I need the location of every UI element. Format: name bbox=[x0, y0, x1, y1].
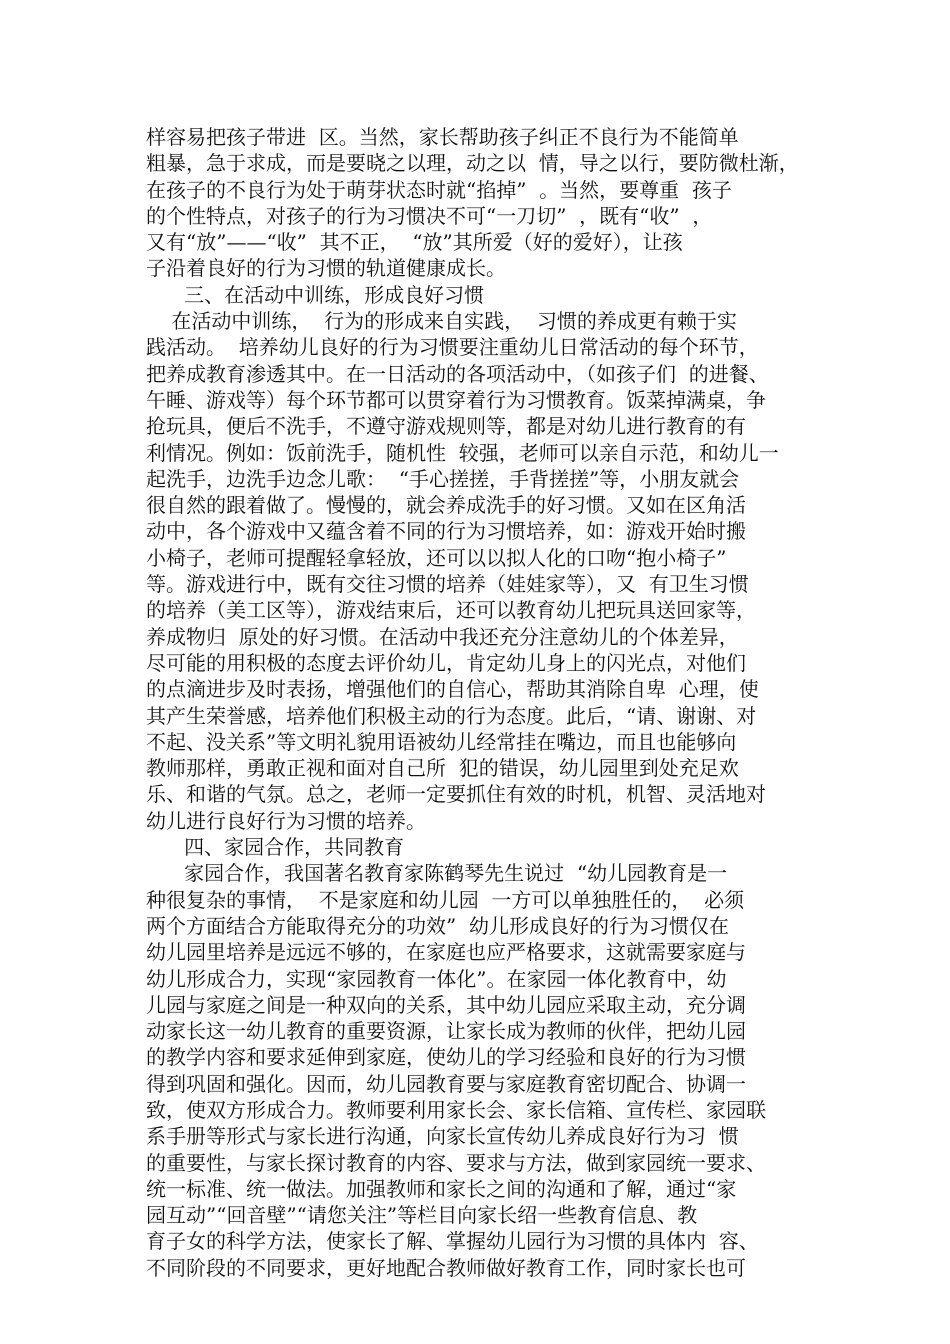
text-line: 尽可能的用积极的态度去评价幼儿，肯定幼儿身上的闪光点，对他们 bbox=[146, 650, 746, 675]
text-line: 的点滴进步及时表扬，增强他们的自信心，帮助其消除自卑 心理，使 bbox=[146, 677, 759, 702]
text-line: 养成物归 原处的好习惯。在活动中我还充分注意幼儿的个体差异， bbox=[146, 624, 739, 649]
text-line: 的个性特点，对孩子的行为习惯决不可“一刀切” ，既有“收” ， bbox=[146, 203, 713, 228]
text-line: 抢玩具，便后不洗手，不遵守游戏规则等，都是对幼儿进行教育的有 bbox=[146, 414, 746, 439]
text-line: 粗暴，急于求成，而是要晓之以理，动之以 情，导之以行，要防微杜渐， bbox=[146, 151, 799, 176]
text-line: 的培养（美工区等），游戏结束后，还可以教育幼儿把玩具送回家等， bbox=[146, 598, 756, 623]
text-line: 不起、没关系”等文明礼貌用语被幼儿经常挂在嘴边，而且也能够向 bbox=[146, 729, 737, 754]
text-line: 系手册等形式与家长进行沟通，向家长宣传幼儿养成良好行为习 惯 bbox=[146, 1124, 739, 1149]
text-line: 的重要性，与家长探讨教育的内容、要求与方法，做到家园统一要求、 bbox=[146, 1150, 766, 1175]
text-line: 动中，各个游戏中又蕴含着不同的行为习惯培养，如：游戏开始时搬 bbox=[146, 519, 746, 544]
text-line: 在孩子的不良行为处于萌芽状态时就“掐掉” 。当然，要尊重 孩子 bbox=[146, 177, 732, 202]
text-line: 午睡、游戏等）每个环节都可以贯穿着行为习惯教育。饭菜掉满桌，争 bbox=[146, 387, 766, 412]
text-line: 幼儿形成合力，实现“家园教育一体化”。在家园一体化教育中，幼 bbox=[146, 966, 727, 991]
text-line: 等。游戏进行中，既有交往习惯的培养（娃娃家等），又 有卫生习惯 bbox=[146, 572, 749, 597]
text-line: 很自然的跟着做了。慢慢的，就会养成洗手的好习惯。又如在区角活 bbox=[146, 493, 746, 518]
document-body bbox=[146, 124, 812, 1281]
text-line: 幼儿进行良好行为习惯的培养。 bbox=[146, 808, 426, 833]
text-line: 两个方面结合方能取得充分的功效” 幼儿形成良好的行为习惯仅在 bbox=[146, 913, 729, 938]
text-line: 的教学内容和要求延伸到家庭，使幼儿的学习经验和良好的行为习惯 bbox=[146, 1045, 746, 1070]
text-line: 家园合作，我国著名教育家陈鹤琴先生说过 “幼儿园教育是一 bbox=[146, 861, 728, 886]
text-line: 利情况。例如：饭前洗手，随机性 较强，老师可以亲自示范，和幼儿一 bbox=[146, 440, 779, 465]
text-line: 统一标准、统一做法。加强教师和家长之间的沟通和了解，通过“家 bbox=[146, 1176, 737, 1201]
text-line: 践活动。 培养幼儿良好的行为习惯要注重幼儿日常活动的每个环节， bbox=[146, 335, 759, 360]
text-line: 小椅子，老师可提醒轻拿轻放，还可以以拟人化的口吻“抱小椅子” bbox=[146, 545, 727, 570]
text-line: 幼儿园里培养是远远不够的，在家庭也应严格要求，这就需要家庭与 bbox=[146, 940, 746, 965]
text-line: 育子女的科学方法，使家长了解、掌握幼儿园行为习惯的具体内 容、 bbox=[146, 1229, 759, 1254]
text-line: 动家长这一幼儿教育的重要资源，让家长成为教师的伙伴，把幼儿园 bbox=[146, 1019, 746, 1044]
text-line: 其产生荣誉感，培养他们积极主动的行为态度。此后，“请、谢谢、对 bbox=[146, 703, 757, 728]
text-line: 在活动中训练， 行为的形成来自实践， 习惯的养成更有赖于实 bbox=[146, 309, 737, 334]
text-line: 得到巩固和强化。因而，幼儿园教育要与家庭教育密切配合、协调一 bbox=[146, 1071, 746, 1096]
text-line: 三、在活动中训练，形成良好习惯 bbox=[146, 282, 485, 307]
text-line: 起洗手，边洗手边念儿歌： “手心搓搓，手背搓搓”等，小朋友就会 bbox=[146, 466, 740, 491]
text-line: 乐、和谐的气氛。总之，老师一定要抓住有效的时机，机智、灵活地对 bbox=[146, 782, 766, 807]
text-line: 园互动”“回音壁”“请您关注”等栏目向家长绍一些教育信息、教 bbox=[146, 1203, 698, 1228]
text-line: 又有“放”——“收” 其不正， “放”其所爱（好的爱好），让孩 bbox=[146, 230, 683, 255]
text-line: 四、家园合作，共同教育 bbox=[146, 835, 405, 860]
text-line: 儿园与家庭之间是一种双向的关系，其中幼儿园应采取主动，充分调 bbox=[146, 992, 746, 1017]
text-line: 不同阶段的不同要求，更好地配合教师做好教育工作，同时家长也可 bbox=[146, 1255, 746, 1280]
text-line: 样容易把孩子带进 区。当然，家长帮助孩子纠正不良行为不能简单 bbox=[146, 125, 739, 149]
text-line: 教师那样，勇敢正视和面对自己所 犯的错误，幼儿园里到处充足欢 bbox=[146, 756, 739, 781]
text-line: 子沿着良好的行为习惯的轨道健康成长。 bbox=[146, 256, 506, 281]
text-line: 种很复杂的事情， 不是家庭和幼儿园 一方可以单独胜任的， 必须 bbox=[146, 887, 745, 912]
text-line: 把养成教育渗透其中。在一日活动的各项活动中，（如孩子们 的进餐、 bbox=[146, 361, 769, 386]
text-line: 致，使双方形成合力。教师要利用家长会、家长信箱、宣传栏、家园联 bbox=[146, 1097, 766, 1122]
